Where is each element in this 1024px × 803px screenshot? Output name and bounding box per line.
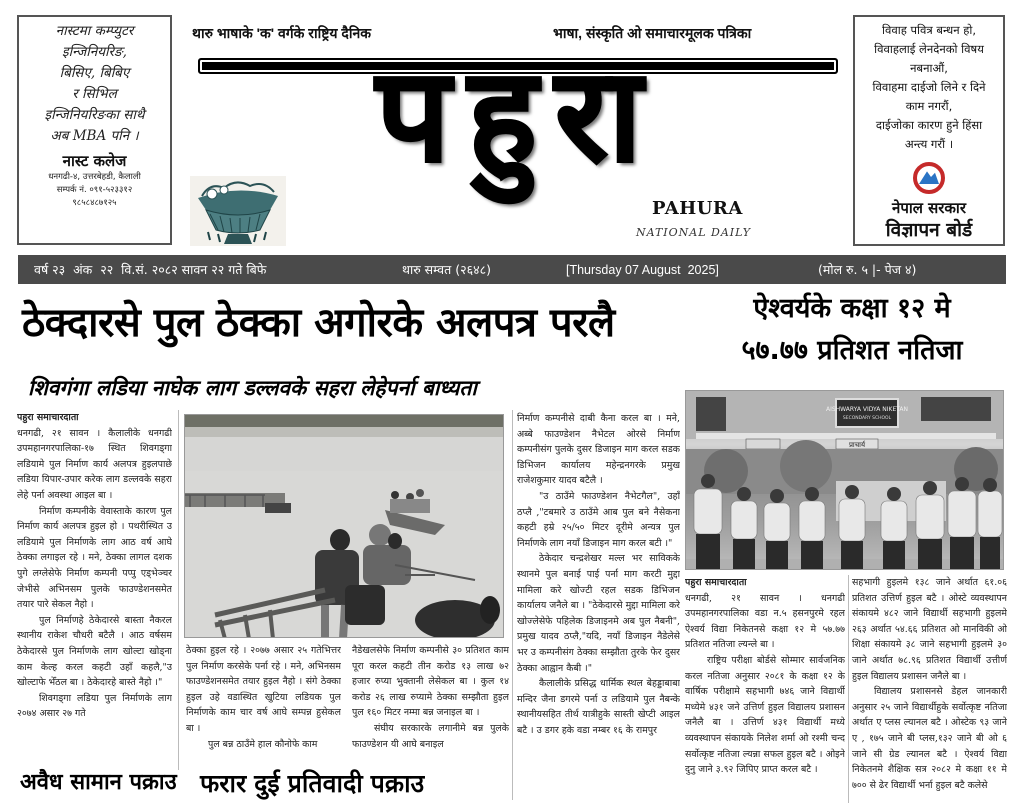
ad-line: काम नगरौं, (905, 99, 953, 113)
byline: पहुरा समाचारदाता (685, 577, 747, 588)
paragraph: पुल बन्न ठाउँमे हाल कौनोफे काम (208, 738, 318, 750)
ad-nast-college[interactable] (17, 15, 172, 245)
english-date: [Thursday 07 August 2025] (566, 262, 719, 277)
paragraph: राष्ट्रिय परीक्षा बोर्डसे सोम्मार सार्वजनिक करल नतिजा अनुसार २०८१ के कक्षा १२ के वार्षिक परीक्षामे सहभागी ७४६ जाने विद्यार्थी मध्येमे ४३१ जने उत्तिर्ण हुइल विद्यालय प्रशासन जनैलै बा । उत्तिर्ण ४३१ विद्यार्थी मध्ये व्यवस्थापन संकायके निलेश शर्मा ओ रश्मी चन्द सर्वोत्कृष्ट नतिजा ल्यन्ना सफल हुइल बटै । ओइने दुनु जाने ३.९२ जिपिए प्राप्त करल बटै । (685, 654, 845, 776)
school-students-photo[interactable] (685, 390, 1004, 570)
ad-dowry-awareness[interactable] (853, 15, 1005, 246)
issue-info-bar (18, 255, 1006, 284)
ad-line: विवाहलाई लेनदेनको विषय (874, 42, 984, 56)
brand-subtitle: NATIONAL DAILY (636, 226, 752, 239)
bridge-river-photo[interactable] (184, 414, 504, 638)
paragraph: विद्यालय प्रशासनसे डेहल जानकारी अनुसार २५ जाने विद्यार्थीहुके सर्वोत्कृष्ट नतिजा अर्थात ए प्लस ल्यानल बटै । ओस्टेक ९३ जाने ए , १७५ जाने बी प्लस,१३२ जाने बी ओ ६ जाने सी ग्रेड ल्यानल बटै । ऐश्वर्य विद्या निकेतनमे शैक्षिक सत्र २०८२ मे कक्षा ११ मे ७०० से ढेर विद्यार्थी भर्ना हुइल बटै कलेसे (852, 686, 1007, 791)
ad-line: नास्टमा कम्प्युटर (55, 23, 134, 39)
ad-line: इन्जिनियरिङ, (62, 44, 127, 60)
ad-line: अन्त्य गरौं । (904, 137, 954, 151)
second-story-column-1 (685, 575, 845, 803)
paragraph: नैडेखलसेफे निर्माण कम्पनीसे ३० प्रतिशत काम पूरा करल कहटी तीन करोड १३ लाख ७२ हजार रुप्या भुक्तानी लेसेकल बा । कुल १४ करोड २६ लाख रुप्यामे ठेक्का सम्झौता हुइल पुल १६० मिटर नम्मा बन्न जनाइल बा । (352, 645, 509, 719)
ad-address: धनगढी-४, उत्तरबेहडी, कैलाली (48, 172, 141, 182)
ad-line: दाईजोका कारण हुने हिंसा (875, 118, 983, 132)
svg-text:AISHWARYA VIDYA NIKETAN: AISHWARYA VIDYA NIKETAN (825, 406, 909, 413)
tagline-left: थारु भाषाके 'क' वर्गके राष्ट्रिय दैनिक (192, 25, 372, 41)
ad-line: विवाह पवित्र बन्धन हो, (881, 23, 977, 37)
paragraph: धनगढी, २१ सावन । धनगढी उपमहानगरपालिका वडा न.५ हसनपुरमे रहल ऐश्वर्य विद्या निकेतनसे कक्षा १२ मे ५७.७७ प्रतिशत नतिजा ल्यन्ले बा । (685, 592, 845, 651)
headline-illegal-goods-seized[interactable]: अवैध सामान पक्राउ (20, 770, 177, 795)
tagline-right: भाषा, संस्कृति ओ समाचारमूलक पत्रिका (553, 25, 752, 41)
issue-number: वर्ष २३ अंक २२ वि.सं. २०८२ सावन २२ गते बिफे (34, 262, 267, 277)
price-page: (मोल रु. ५ |- पेज ४) (818, 262, 917, 277)
paragraph: "उ ठाउँमे फाउण्डेशन नैभेटगैल", उहाँ ठप्लै ,"टबमारे उ ठाउँमे आब पुल बने नैसेकना कहटी हम्रे २५/५० मिटर दूरीमे अन्यत्र पुल निर्माणके लाग नयाँ डिजाइन माग करल बटी ।" (517, 490, 680, 549)
lead-subheadline: शिवगंगा लडिया नाघेक लाग डल्लवके सहरा लेहेपर्ना बाध्यता (28, 376, 477, 400)
paragraph: ठेक्का हुइल रहे । २०७७ असार २५ गतेभित्तर पुल निर्माण करसेके पर्ना रहे । मने, अभिनसम फाउण्डेशनसमेत तयार हुइल नैहो । संगे ठेक्का हुइल उहे वडास्थित खुटिया लडियक पुल निर्माणके काम चार वर्ष आघे सम्पन्न हुसेकल बा । (186, 645, 341, 734)
paragraph: ठेकेदार चन्द्रशेखर मल्ल भर साविकके स्थानमे पुल बनाई पाई पर्ना माग करटी मुद्दा मामिला करे खोज्टी रहल सडक डिभिजन कार्यालय जनैले बा । "ठेकेदारसे मुद्दा मामिला करे खोज्लेसेफे पहिलेक डिजाइनमे अब पुल नैबनी", प्रमुख यादव ठप्लै,"यदि, नयाँ डिजाइन नैडेलेसे भर उ कम्पनीसंग ठेक्का सम्झौता तुरके फेर दुसर ठेक्का आह्वान कैबी ।" (517, 553, 680, 674)
lead-story-column-2b (352, 643, 509, 768)
newspaper-logo[interactable] (198, 39, 838, 191)
paragraph: धनगढी, २१ सावन । कैलालीके धनगढी उपमहानगरपालिका-१७ स्थित शिवगड्गा लडियामे पुल निर्माण कार्य अलपत्र हुइलपाछे लडिया यिपार-उपार करेक लाग डल्लवके सहरा लेहे पर्ना अवस्था आइल बा । (17, 427, 172, 501)
ad-line: इन्जिनियरिङका साथै (44, 107, 145, 123)
lead-story-column-1 (17, 410, 172, 765)
second-headline-line2: ५७.७७ प्रतिशत नतिजा (741, 335, 963, 366)
ad-board: विज्ञापन बोर्ड (885, 219, 973, 241)
ad-line: अब MBA पनि । (50, 128, 139, 144)
byline: पहुरा समाचारदाता (17, 412, 79, 423)
nepal-emblem-icon (909, 160, 949, 196)
ad-line: विवाहमा दाईजो लिने र दिने (872, 80, 986, 94)
ad-government: नेपाल सरकार (892, 199, 966, 217)
lead-story-column-3 (517, 411, 680, 803)
paragraph: शिवगड्गा लडिया पुल निर्माणके लाग २०७४ असार २७ गते (17, 692, 172, 720)
paragraph: संघीय सरकारके लगानीमे बन्न पुलके फाउण्डेशन यी आघे बनाइल (352, 722, 509, 750)
column-divider (512, 410, 513, 800)
column-divider (848, 575, 849, 803)
logo-text: पहुरा (376, 39, 660, 191)
paragraph: पुल निर्माणहे ठेकेदारसे बास्ता नैकरल स्थानीय राकेश चौधरी बटैलै । आठ वर्षसम ठेकेदारसे पुल निर्माणके लाग खोल्टा खोड्ना काम केल्ह करल कहटी उहाँ कहलै,"उ खोल्टाफे भेँठल बा । ठेकेदारहे बास्ते नैहो ।" (17, 614, 172, 689)
fish-basket-icon (190, 176, 286, 246)
ad-college-name: नास्ट कलेज (62, 152, 127, 170)
paragraph: निर्माण कम्पनीसे दाबी कैना करल बा । मने, अब्बे फाउण्डेशन नैभेटल ओरसे निर्माण कम्पनीसंग पुलके दुसर डिजाइन माग करल सडक डिभिजन कार्यालय महेन्द्रनगरके प्रमुख राजेशकुमार यादव बटैलै । (517, 413, 680, 487)
ad-contact: सम्पर्क नं. ०९१-५२३३१२ (56, 185, 133, 195)
ad-mobile: ९८५८४८७१२५ (72, 198, 117, 208)
paragraph: सहभागी हुइलमे १३८ जाने अर्थात ६१.०६ प्रतिशत उत्तिर्ण हुइल बटै । ओस्टे व्यवस्थापन संकायमे ४८२ जाने विद्यार्थी सहभागी हुइलमे २६३ अर्थात ५४.६६ प्रतिशत ओ मानविकी ओ शिक्षा संकायमे ३८ जाने सहभागी हुइलमे ३० जाने अर्थात ७८.९६ प्रतिशत विद्यार्थी उत्तीर्ण हुइल विद्यालय प्रशासन जनैले बा । (852, 577, 1007, 682)
paragraph: कैलालीके प्रसिद्ध धार्मिक स्थल बेहड्डाबाबा मन्दिर जैना डगरमे पर्ना उ लडियामे पुल नैबन्के स्थानीयसहित तीर्थ यात्रीहुके सास्ती खेप्टी आइल बटै । उ डगर हके वडा नम्बर १६ के रामपुर (517, 678, 680, 736)
headline-two-fugitives-arrested[interactable]: फरार दुई प्रतिवादी पक्राउ (200, 769, 425, 798)
lead-headline[interactable]: ठेक्दारसे पुल ठेक्का अगोरके अलपत्र परलै (22, 300, 615, 346)
second-headline-line1: ऐश्वर्यके कक्षा १२ मे (753, 293, 951, 324)
ad-line: र सिभिल (72, 86, 117, 102)
lead-story-column-2a (186, 643, 341, 768)
ad-line: नबनाऔं, (910, 61, 948, 75)
svg-text:प्राचार्य: प्राचार्य (848, 441, 866, 449)
brand-name-english: PAHURA (652, 198, 743, 219)
second-story-column-2 (852, 575, 1007, 803)
tharu-year: थारु सम्वत (२६४८) (402, 262, 491, 277)
school-students-image (686, 391, 1004, 570)
paragraph: निर्माण कम्पनीके वेवास्ताके कारण पुल निर्माण कार्य अलपत्र हुइल हो । पथरीस्थित उ लडियामे पुल निर्माणके लाग आठ वर्ष आघे ठेक्का लगाइल रहे । मने, ठेक्का लागल दशक पुगे लग्लेसेफे निर्माण कम्पनी पप्पु एड्भेञ्चर जेभीसे अभिनसम पुलके फाउण्डेशनसमेत तयार पारे सेकल नैहो । (17, 505, 172, 611)
svg-text:SECONDARY SCHOOL: SECONDARY SCHOOL (842, 416, 892, 421)
column-divider (178, 410, 179, 770)
ad-line: बिसिए, बिबिए (59, 65, 130, 81)
river-crossing-image (185, 415, 504, 638)
second-headline[interactable] (694, 288, 1010, 372)
